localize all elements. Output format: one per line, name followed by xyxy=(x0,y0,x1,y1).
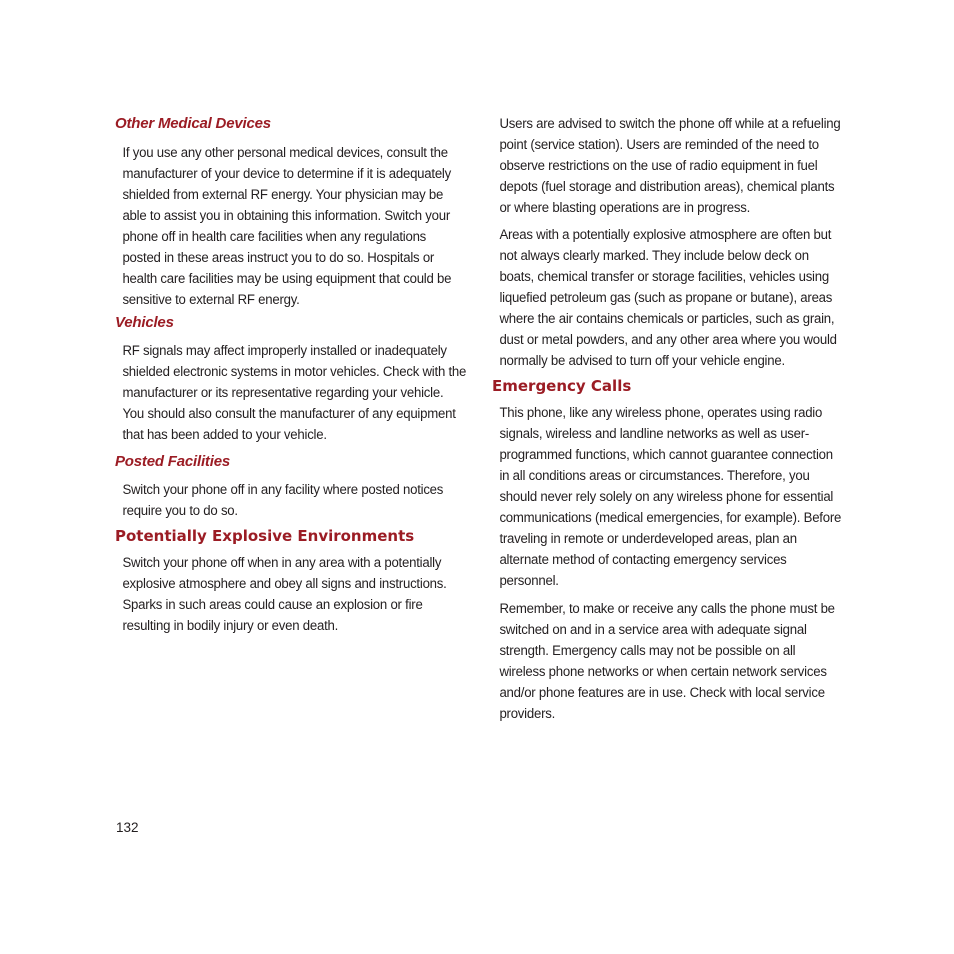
heading-potentially-explosive-environments: Potentially Explosive Environments xyxy=(115,527,415,545)
paragraph-vehicles: RF signals may affect improperly installed or inadequately shielded electronic systems in motor vehicles. Check with the manufacturer or its representative regarding your vehicle. You should also consult the manufacturer of any equipment that has been added to your vehicle. xyxy=(122,343,467,443)
page-number: 132 xyxy=(116,820,139,835)
heading-emergency-calls: Emergency Calls xyxy=(492,377,632,395)
paragraph-explosive-atmosphere: Areas with a potentially explosive atmosphere are often but not always clearly marked. They include below deck on boats, chemical transfer or storage facilities, vehicles using liquefied petroleum gas (such as propane or butane), areas where the air contains chemicals or particles, such as grain, dust or metal powders, and any other area where you would normally be advised to turn off your vehicle engine. xyxy=(499,227,837,369)
heading-other-medical-devices: Other Medical Devices xyxy=(115,115,271,132)
paragraph-remember: Remember, to make or receive any calls the phone must be switched on and in a service area with adequate signal strength. Emergency calls may not be possible on all wireless phone networks or when certain network services and/or phone features are in use. Check with local service providers. xyxy=(499,601,835,722)
paragraph-refueling: Users are advised to switch the phone off while at a refueling point (service station). Users are reminded of the need to observe restrictions on the use of radio equipment in fuel depots (fuel storage and distribution areas), chemical plants or where blasting operations are in progress. xyxy=(499,116,841,216)
paragraph-emergency-calls: This phone, like any wireless phone, operates using radio signals, wireless and landline networks as well as user-programmed functions, which cannot guarantee connection in all conditions areas or circumstances. Therefore, you should never rely solely on any wireless phone for essential communications (medical emergencies, for example). Before traveling in remote or underdeveloped areas, plan an alternate method of contacting emergency services personnel. xyxy=(499,405,842,589)
left-column xyxy=(115,112,467,637)
paragraph-posted-facilities: Switch your phone off in any facility where posted notices require you to do so. xyxy=(122,482,444,519)
right-column xyxy=(492,112,842,725)
heading-vehicles: Vehicles xyxy=(115,314,174,331)
paragraph-other-medical-devices: If you use any other personal medical devices, consult the manufacturer of your device to determine if it is adequately shielded from external RF energy. Your physician may be able to assist you in obtaining this information. Switch your phone off in health care facilities when any regulations posted in these areas instruct you to do so. Hospitals or health care facilities may be using equipment that could be sensitive to external RF energy. xyxy=(122,145,452,308)
heading-posted-facilities: Posted Facilities xyxy=(115,453,230,470)
paragraph-potentially-explosive-environments: Switch your phone off when in any area with a potentially explosive atmosphere and obey all signs and instructions. Sparks in such areas could cause an explosion or fire resulting in bodily injury or even death. xyxy=(122,555,447,634)
